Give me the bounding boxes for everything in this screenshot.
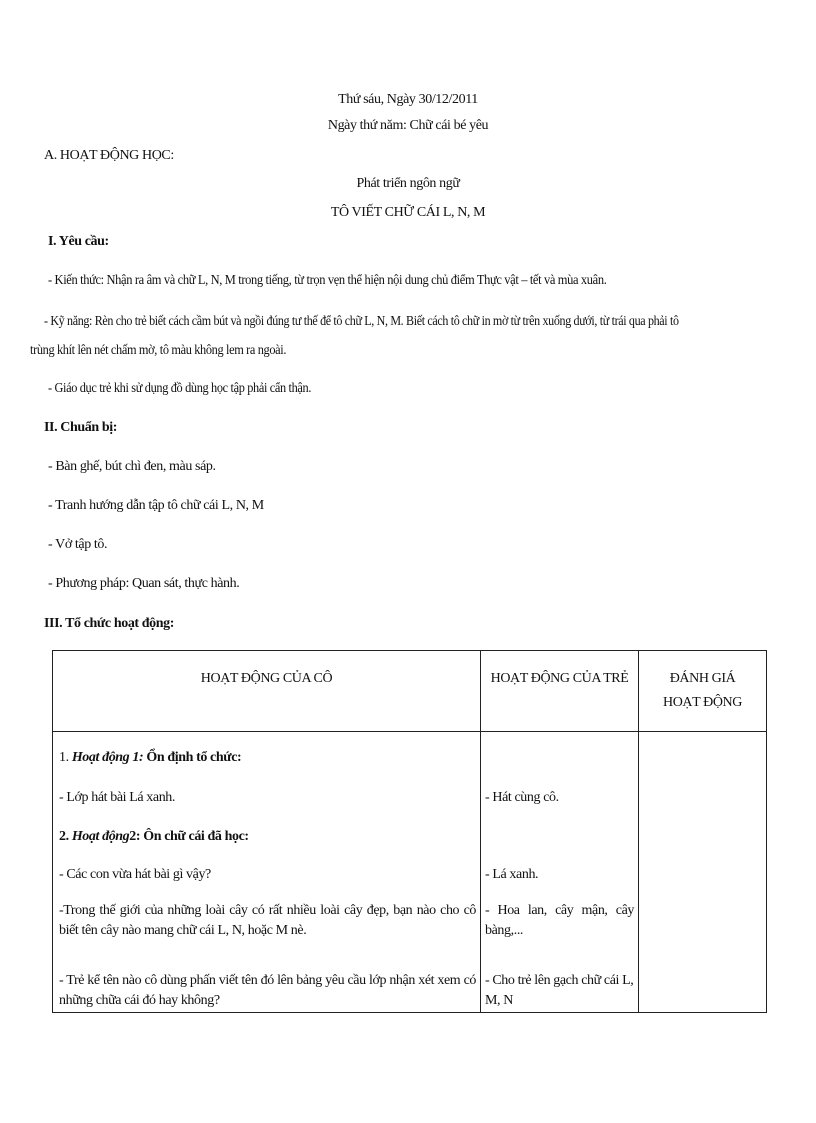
teacher-row: - Các con vừa hát bài gì vậy? bbox=[59, 867, 211, 882]
child-activities-cell bbox=[481, 732, 639, 1013]
header-evaluation bbox=[639, 651, 767, 732]
table-header-row bbox=[53, 651, 767, 732]
child-row: - Lá xanh. bbox=[485, 867, 539, 882]
teacher-row: - Trẻ kể tên nào cô dùng phấn viết tên đó lên bảng yêu cầu lớp nhận xét xem có những chữa cái đó hay không? bbox=[59, 973, 476, 1008]
activity-table bbox=[52, 650, 767, 1013]
child-row: - Hát cùng cô. bbox=[485, 790, 559, 805]
theme-line: Ngày thứ năm: Chữ cái bé yêu bbox=[327, 118, 489, 133]
header-child-activity: HOẠT ĐỘNG CỦA TRẺ bbox=[481, 651, 639, 732]
header-eval-line1: ĐÁNH GIÁ bbox=[669, 671, 736, 686]
skill-text-line2: trùng khít lên nét chấm mờ, tô màu không lem ra ngoài. bbox=[30, 343, 287, 358]
organization-heading: III. Tổ chức hoạt động: bbox=[44, 616, 175, 631]
teacher-row: - Lớp hát bài Lá xanh. bbox=[59, 790, 176, 805]
evaluation-cell bbox=[639, 732, 767, 1013]
header-teacher-activity: HOẠT ĐỘNG CỦA CÔ bbox=[53, 651, 481, 732]
teacher-row: -Trong thế giới của những loài cây có rất nhiều loài cây đẹp, bạn nào cho cô biết tên cây nào mang chữ cái L, N, hoặc M nè. bbox=[59, 903, 476, 938]
date-line: Thứ sáu, Ngày 30/12/2011 bbox=[338, 92, 478, 107]
education-text: - Giáo dục trẻ khi sử dụng đồ dùng học tập phải cẩn thận. bbox=[48, 381, 312, 396]
header-eval-line2: HOẠT ĐỘNG bbox=[663, 695, 742, 710]
activity1-label: Hoạt động 1: bbox=[71, 750, 144, 765]
preparation-heading: II. Chuẩn bị: bbox=[44, 420, 118, 435]
activity1-heading: 1. Hoạt động 1: Ổn định tổ chức: bbox=[59, 750, 242, 765]
child-row: - Cho trẻ lên gạch chữ cái L, M, N bbox=[485, 973, 634, 1008]
teacher-activities-cell bbox=[53, 732, 481, 1013]
activity2-title: 2: Ôn chữ cái đã học: bbox=[129, 829, 249, 844]
preparation-item: - Phương pháp: Quan sát, thực hành. bbox=[48, 576, 240, 591]
section-a-heading: A. HOẠT ĐỘNG HỌC: bbox=[44, 148, 174, 163]
activity2-heading: 2. Hoạt động2: Ôn chữ cái đã học: bbox=[59, 829, 249, 844]
subject-field: Phát triển ngôn ngữ bbox=[356, 176, 460, 191]
preparation-item: - Bàn ghế, bút chì đen, màu sáp. bbox=[48, 459, 216, 474]
activity2-label: Hoạt động bbox=[71, 829, 130, 844]
requirements-heading: I. Yêu cầu: bbox=[48, 234, 109, 249]
preparation-item: - Vở tập tô. bbox=[48, 537, 108, 552]
activity1-title: Ổn định tổ chức: bbox=[146, 750, 242, 765]
knowledge-text: - Kiến thức: Nhận ra âm và chữ L, N, M trong tiếng, từ trọn vẹn thể hiện nội dung chủ điểm Thực vật – tết và mùa xuân. bbox=[48, 273, 607, 288]
preparation-item: - Tranh hướng dẫn tập tô chữ cái L, N, M bbox=[48, 498, 264, 513]
lesson-title: TÔ VIẾT CHỮ CÁI L, N, M bbox=[330, 205, 486, 220]
child-row: - Hoa lan, cây mận, cây bàng,... bbox=[485, 903, 634, 938]
table-body-row bbox=[53, 732, 767, 1013]
skill-text-line1: - Kỹ năng: Rèn cho trẻ biết cách cầm bút và ngồi đúng tư thế để tô chữ L, N, M. Biết cách tô chữ in mờ từ trên xuống dưới, từ trái qua phải tô bbox=[44, 314, 679, 329]
